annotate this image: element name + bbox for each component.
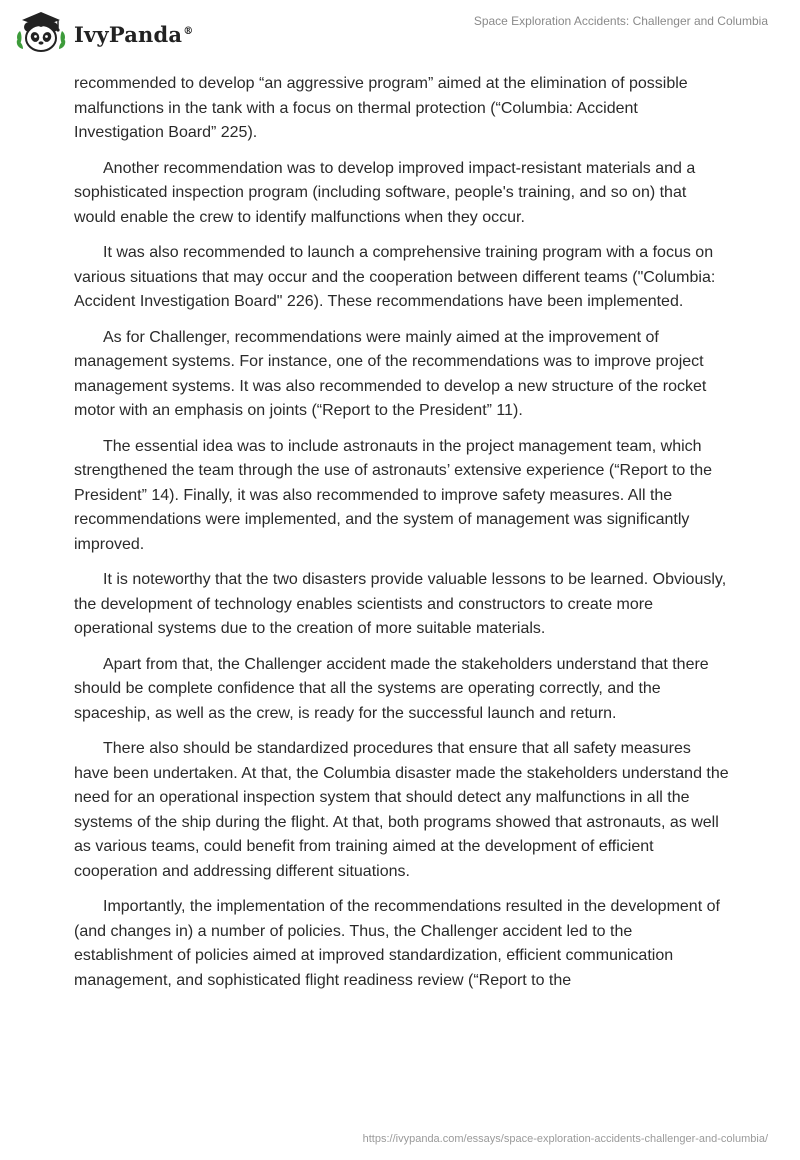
- paragraph: As for Challenger, recommendations were mainly aimed at the improvement of management systems. For instance, one of the recommendations was to improve project management systems. It was also recommended to develop a new structure of the rocket motor with an emphasis on joints (“Report to the President” 11).: [74, 328, 707, 419]
- paragraph: It is noteworthy that the two disasters provide valuable lessons to be learned. Obviously, the development of technology enables scientists and constructors to create more operational systems due to the creation of more suitable materials.: [74, 571, 727, 637]
- paragraph: recommended to develop “an aggressive program” aimed at the elimination of possible malfunctions in the tank with a focus on thermal protection (“Columbia: Accident Investigation Board” 225).: [74, 75, 688, 141]
- document-title: Space Exploration Accidents: Challenger and Columbia: [473, 14, 768, 28]
- source-url[interactable]: https://ivypanda.com/essays/space-exploration-accidents-challenger-and-columbia/: [362, 1133, 768, 1145]
- logo-wordmark: IvyPanda®: [74, 21, 194, 47]
- paragraph: Importantly, the implementation of the recommendations resulted in the development of (and changes in) a number of policies. Thus, the Challenger accident led to the establishment of policies aimed at improved standardization, efficient communication management, and sophisticated flight readiness review (“Report to the: [74, 898, 720, 989]
- paragraph: Apart from that, the Challenger accident made the stakeholders understand that there should be complete confidence that all the systems are operating correctly, and the spaceship, as well as the crew, is ready for the successful launch and return.: [74, 655, 709, 722]
- ivypanda-logo[interactable]: [14, 10, 193, 54]
- paragraph: It was also recommended to launch a comprehensive training program with a focus on various situations that may occur and the cooperation between different teams ("Columbia: Accident Investigation Board" 226). These recommendations have been implemented.: [74, 244, 716, 310]
- panda-graduate-icon: [14, 10, 68, 54]
- paragraph: Another recommendation was to develop improved impact-resistant materials and a sophisticated inspection program (including software, people's training, and so on) that would enable the crew to identify malfunctions when they occur.: [74, 159, 696, 226]
- essay-body: [74, 72, 730, 1004]
- paragraph: The essential idea was to include astronauts in the project management team, which strengthened the team through the use of astronauts’ extensive experience (“Report to the President” 14). Finally, it was also recommended to improve safety measures. All the recommendations were implemented, and the system of management was significantly improved.: [74, 437, 713, 553]
- page-header: [0, 0, 800, 64]
- paragraph: There also should be standardized procedures that ensure that all safety measures have been undertaken. At that, the Columbia disaster made the stakeholders understand the need for an operational inspection system that should detect any malfunctions in all the systems of the ship during the flight. At that, both programs showed that astronauts, as well as various teams, could benefit from training aimed at the development of efficient cooperation and addressing different situations.: [74, 740, 729, 880]
